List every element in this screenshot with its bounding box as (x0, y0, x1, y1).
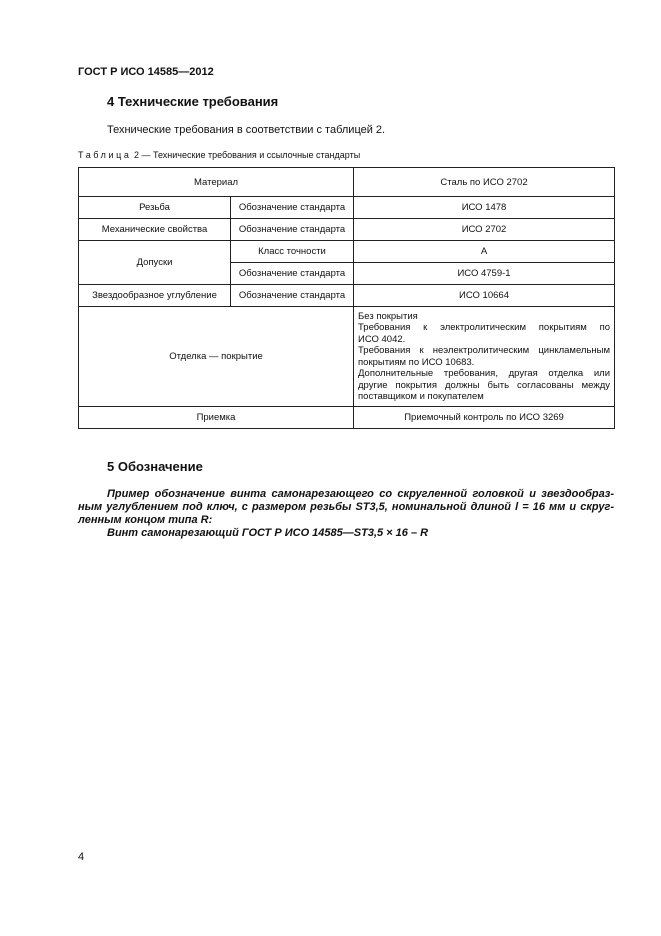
recess-value-cell: ИСО 10664 (354, 285, 615, 307)
finish-line: другие покрытия должны быть согласованы между (358, 379, 611, 391)
table-row (79, 407, 615, 429)
tolerances-param2-cell: Обозначение стандарта (231, 263, 354, 285)
thread-param-cell: Обозначение стандарта (231, 197, 354, 219)
table-row (79, 219, 615, 241)
thread-value-cell: ИСО 1478 (354, 197, 615, 219)
mech-value-cell: ИСО 2702 (354, 219, 615, 241)
table-row (79, 307, 615, 407)
tolerances-name-cell: Допуски (79, 241, 231, 285)
acceptance-name-cell: Приемка (79, 407, 354, 429)
thread-name-cell: Резьба (79, 197, 231, 219)
header-steel-cell: Сталь по ИСО 2702 (354, 168, 615, 197)
table-caption (78, 150, 360, 160)
finish-line: Требования к электролитическим покрытиям по (358, 322, 611, 333)
document-header: ГОСТ Р ИСО 14585—2012 (78, 66, 214, 78)
finish-line: покрытиям по ИСО 10683. (358, 356, 475, 368)
table-row (79, 197, 615, 219)
table-caption-text: 2 — Технические требования и ссылочные стандарты (131, 150, 361, 160)
header-material-cell: Материал (79, 168, 354, 197)
section-4-title: 4 Технические требования (107, 94, 279, 109)
table-caption-label: Таблица (78, 150, 132, 160)
page-number: 4 (78, 851, 85, 863)
acceptance-value-cell: Приемочный контроль по ИСО 3269 (354, 407, 615, 429)
recess-name-cell: Звездообразное углубление (79, 285, 231, 307)
tolerances-value1-cell: A (354, 241, 615, 263)
recess-param-cell: Обозначение стандарта (231, 285, 354, 307)
designation-example (78, 488, 614, 527)
example-line: ным углублением под ключ, с размером резьбы ST3,5, номинальной длиной l = 16 мм и скруг- (78, 501, 614, 513)
designation-string: Винт самонарезающий ГОСТ Р ИСО 14585—ST3,5 × 16 – R (107, 527, 429, 539)
requirements-table (78, 167, 615, 429)
section-4-paragraph: Технические требования в соответствии с таблицей 2. (107, 124, 386, 136)
finish-name-cell: Отделка — покрытие (79, 307, 354, 407)
example-line: Пример обозначение винта самонарезающего со скругленной головкой и звездообраз- (107, 488, 614, 500)
finish-value-cell (354, 307, 615, 407)
mech-param-cell: Обозначение стандарта (231, 219, 354, 241)
table-row (79, 241, 615, 263)
finish-line: ИСО 4042. (358, 333, 406, 345)
table-row (79, 168, 615, 197)
tolerances-param1-cell: Класс точности (231, 241, 354, 263)
finish-line: Без покрытия (358, 310, 418, 322)
mech-name-cell: Механические свойства (79, 219, 231, 241)
finish-line: поставщиком и покупателем (358, 391, 484, 402)
table-row (79, 285, 615, 307)
tolerances-value2-cell: ИСО 4759-1 (354, 263, 615, 285)
finish-line: Требования к неэлектролитическим цинкламельным (358, 345, 611, 356)
example-line: ленным концом типа R: (78, 514, 213, 526)
finish-line: Дополнительные требования, другая отделка или (358, 368, 611, 379)
section-5-title: 5 Обозначение (107, 459, 203, 474)
